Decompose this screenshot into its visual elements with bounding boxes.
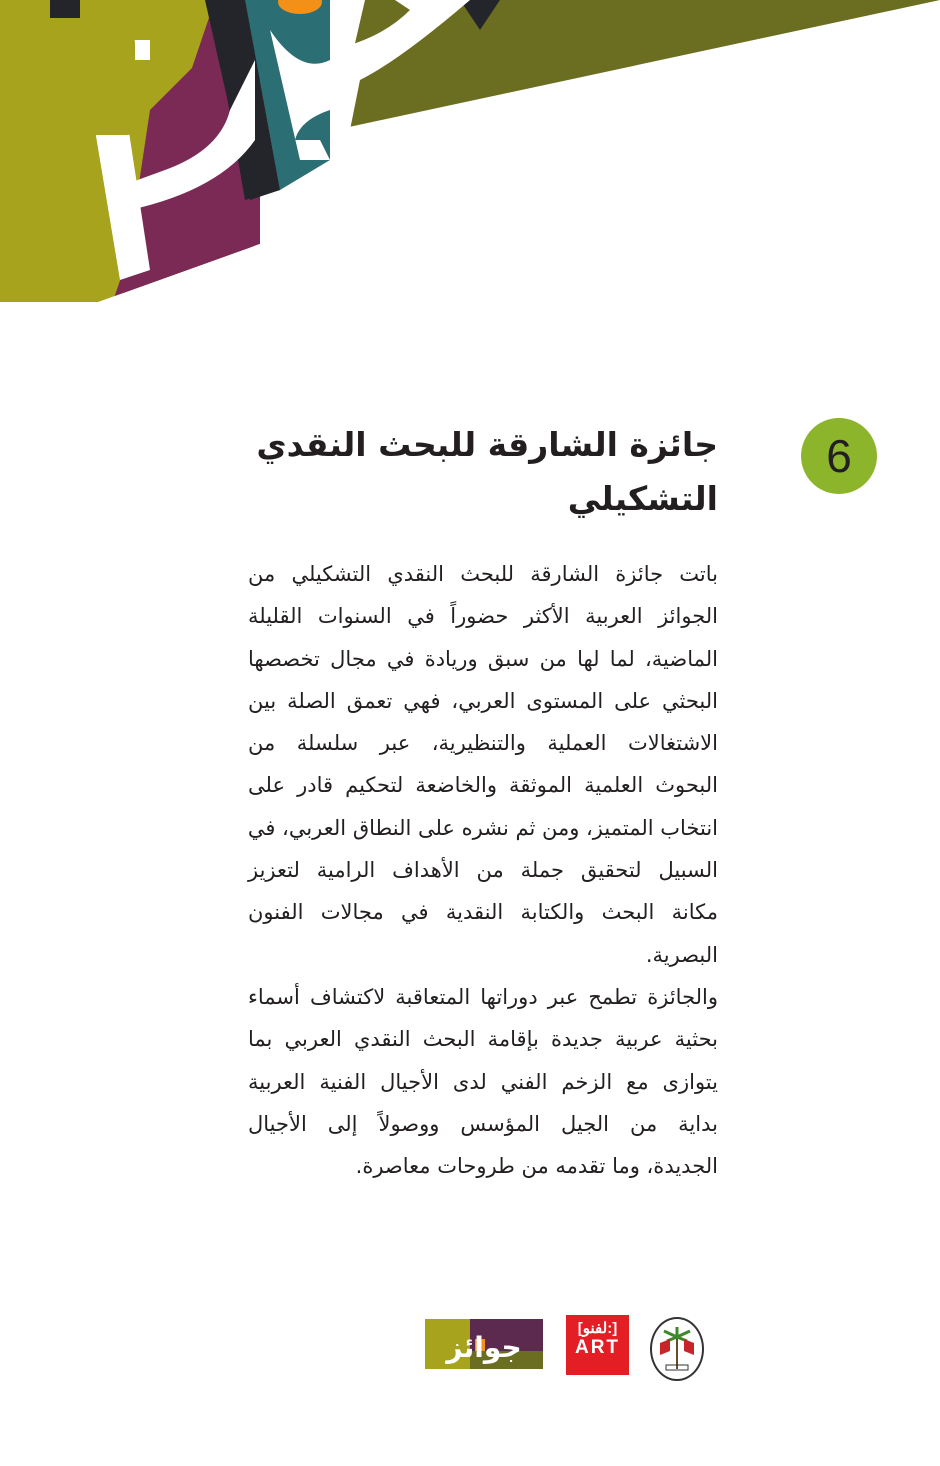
text-line: البصرية.	[645, 942, 718, 967]
text-line: والجائزة تطمح عبر دوراتها المتعاقبة لاكتشاف أسماء	[248, 984, 718, 1009]
text-line: البحثي على المستوى العربي، فهي تعمق الصلة بين	[248, 688, 718, 713]
title-line: التشكيلي	[567, 479, 718, 518]
text-line: مكانة البحث والكتابة النقدية في مجالات الفنون	[248, 900, 718, 925]
art-logo	[566, 1315, 629, 1375]
page-title	[256, 418, 718, 526]
text-line: الماضية، لما لها من سبق وريادة في مجال تخصصها	[248, 646, 718, 671]
text-line: الجوائز العربية الأكثر حضوراً في السنوات القليلة	[248, 604, 718, 629]
text-line: انتخاب المتميز، ومن ثم نشره على النطاق العربي، في	[247, 815, 718, 840]
svg-text:جوائز: جوائز	[446, 1331, 522, 1364]
art-logo-arabic: [لفنو:]	[577, 1320, 618, 1337]
chapter-number-badge: 6	[801, 418, 877, 494]
text-line: الاشتغالات العملية والتنظيرية، عبر سلسلة من	[248, 731, 718, 756]
text-line: يتوازى مع الزخم الفني لدى الأجيال الفنية العربية	[248, 1069, 718, 1094]
jawaez-logo	[425, 1319, 543, 1369]
cover-graphic	[0, 0, 940, 310]
art-logo-english: ART	[574, 1337, 621, 1358]
publisher-logos	[0, 1305, 940, 1375]
text-line: الجديدة، وما تقدمه من طروحات معاصرة.	[355, 1154, 718, 1179]
text-line: السبيل لتحقيق جملة من الأهداف الرامية لتعزيز	[248, 858, 718, 883]
title-line: جائزة الشارقة للبحث النقدي	[256, 425, 718, 464]
jawaez-logo-graphic	[425, 1319, 543, 1369]
sharjah-emblem-icon	[650, 1317, 704, 1381]
body-text	[248, 553, 718, 1187]
text-line: بداية من الجيل المؤسس ووصولاً إلى الأجيال	[248, 1111, 718, 1136]
text-line: البحوث العلمية الموثقة والخاضعة لتحكيم قادر على	[248, 773, 718, 798]
text-line: بحثية عربية جديدة بإقامة البحث النقدي العربي بما	[248, 1027, 718, 1052]
text-line: باتت جائزة الشارقة للبحث النقدي التشكيلي من	[248, 562, 718, 586]
